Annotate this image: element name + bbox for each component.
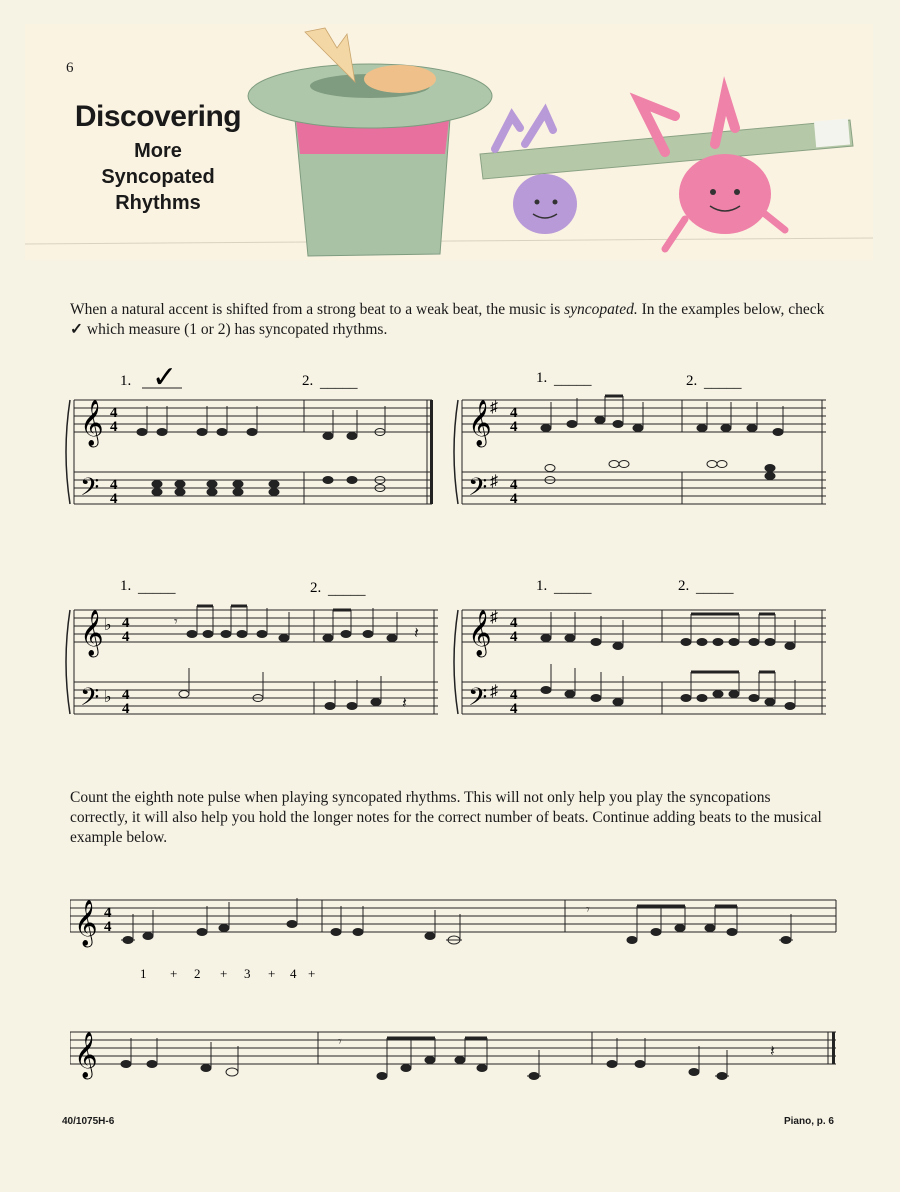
svg-text:♯: ♯ — [490, 473, 498, 490]
svg-text:𝄾: 𝄾 — [174, 615, 178, 630]
time-sig-bottom-bass: 4 — [122, 701, 130, 717]
count-and-2: + — [220, 966, 228, 981]
answer-blank-2: _____ — [320, 375, 358, 391]
time-sig-top: 4 — [110, 405, 118, 421]
answer-blank-1: _____ — [554, 580, 592, 596]
intro-text-3: which measure (1 or 2) has syncopated rhythms. — [83, 321, 388, 338]
time-sig-top: 4 — [104, 905, 112, 921]
svg-text:𝄢: 𝄢 — [80, 474, 100, 507]
measure-label-2: 2. — [686, 373, 698, 389]
treble-notes — [174, 606, 419, 642]
count-1: 1 — [140, 966, 147, 981]
time-sig-bottom: 4 — [510, 419, 518, 435]
count-and-4: + — [308, 966, 316, 981]
bass-notes — [541, 664, 795, 710]
svg-text:𝄞: 𝄞 — [468, 610, 492, 655]
svg-text:♯: ♯ — [490, 399, 498, 416]
measure-label-1: 1. — [536, 370, 548, 386]
time-sig-top: 4 — [510, 615, 518, 631]
svg-text:𝄞: 𝄞 — [80, 400, 104, 445]
footer-page-ref: Piano, p. 6 — [783, 1116, 834, 1127]
measure-label-2: 2. — [310, 580, 322, 596]
count-and-1: + — [170, 966, 178, 981]
svg-text:𝄞: 𝄞 — [80, 610, 104, 655]
time-sig-bottom: 4 — [104, 919, 112, 935]
count-3: 3 — [244, 966, 251, 981]
svg-text:𝄞: 𝄞 — [74, 900, 98, 945]
melody-line-2 — [70, 1012, 840, 1092]
pink-bunny — [679, 154, 771, 234]
measure-label-2: 2. — [678, 578, 690, 594]
svg-text:𝄾: 𝄾 — [338, 1035, 342, 1050]
exercise-3 — [62, 570, 442, 740]
grand-staff — [66, 610, 438, 717]
time-sig-top: 4 — [122, 615, 130, 631]
svg-text:♯: ♯ — [490, 609, 498, 626]
bass-notes — [152, 477, 385, 496]
time-sig-top-bass: 4 — [510, 687, 518, 703]
measure-label-1: 1. — [120, 578, 132, 594]
measure-label-1: 1. — [120, 373, 132, 389]
exercise-1 — [62, 360, 442, 540]
time-sig-bottom: 4 — [510, 629, 518, 645]
answer-blank-2: _____ — [704, 375, 742, 391]
page-number: 6 — [66, 60, 74, 76]
melody-line-1 — [70, 880, 840, 990]
time-sig-top: 4 — [510, 405, 518, 421]
svg-text:𝄽: 𝄽 — [414, 625, 419, 642]
answer-blank-2: _____ — [328, 582, 366, 598]
answer-blank-1: _____ — [554, 372, 592, 388]
count-labels — [140, 966, 315, 981]
time-sig-bottom: 4 — [122, 629, 130, 645]
svg-text:𝄢: 𝄢 — [80, 684, 100, 717]
purple-bunny — [513, 174, 577, 234]
answer-check: ✓ — [152, 361, 178, 394]
count-2: 2 — [194, 966, 201, 981]
svg-text:𝄞: 𝄞 — [74, 1032, 98, 1077]
answer-blank-2: _____ — [696, 580, 734, 596]
subtitle-line-2: Syncopated — [101, 166, 215, 188]
answer-blank-1: _____ — [138, 580, 176, 596]
intro-text-2: In the examples below, check — [637, 301, 825, 318]
time-sig-top-bass: 4 — [122, 687, 130, 703]
svg-text:𝄽: 𝄽 — [402, 695, 407, 712]
time-sig-bottom: 4 — [110, 419, 118, 435]
svg-text:♭: ♭ — [104, 689, 112, 706]
measure-label-2: 2. — [302, 373, 314, 389]
exercise-4 — [450, 570, 830, 740]
time-sig-bottom-bass: 4 — [510, 701, 518, 717]
svg-text:♭: ♭ — [104, 617, 112, 634]
count-4: 4 — [290, 966, 297, 981]
svg-text:𝄽: 𝄽 — [770, 1043, 775, 1060]
time-sig-top-bass: 4 — [510, 477, 518, 493]
grand-staff — [454, 399, 826, 507]
melody-notes — [121, 898, 793, 944]
page-subtitle — [66, 138, 250, 216]
intro-italic: syncopated. — [564, 301, 638, 318]
svg-text:𝄢: 𝄢 — [468, 474, 488, 507]
footer-code: 40/1075H-6 — [62, 1116, 115, 1127]
svg-text:𝄢: 𝄢 — [468, 684, 488, 717]
pulse-paragraph: Count the eighth note pulse when playing syncopated rhythms. This will not only help you play the syncopations correctly, it will also help you hold the longer notes for the correct number of beats. Continue adding beats to the musical example below. — [70, 789, 822, 846]
exercise-2 — [450, 360, 830, 540]
purple-bunny-ears — [495, 112, 553, 149]
subtitle-line-3: Rhythms — [115, 192, 201, 214]
subtitle-line-1: More — [134, 140, 182, 162]
time-sig-top-bass: 4 — [110, 477, 118, 493]
count-and-3: + — [268, 966, 276, 981]
measure-label-1: 1. — [536, 578, 548, 594]
page-title: Discovering — [74, 100, 242, 133]
svg-text:♯: ♯ — [490, 683, 498, 700]
intro-paragraph — [70, 300, 830, 340]
treble-notes — [137, 406, 385, 440]
sleeping-bunny — [364, 65, 436, 93]
intro-text-1: When a natural accent is shifted from a strong beat to a weak beat, the music is — [70, 301, 565, 318]
svg-text:𝄞: 𝄞 — [468, 400, 492, 445]
svg-text:𝄾: 𝄾 — [586, 903, 590, 918]
check-icon: ✓ — [70, 321, 83, 338]
time-sig-bottom-bass: 4 — [110, 491, 118, 507]
melody-notes — [121, 1035, 775, 1080]
time-sig-bottom-bass: 4 — [510, 491, 518, 507]
